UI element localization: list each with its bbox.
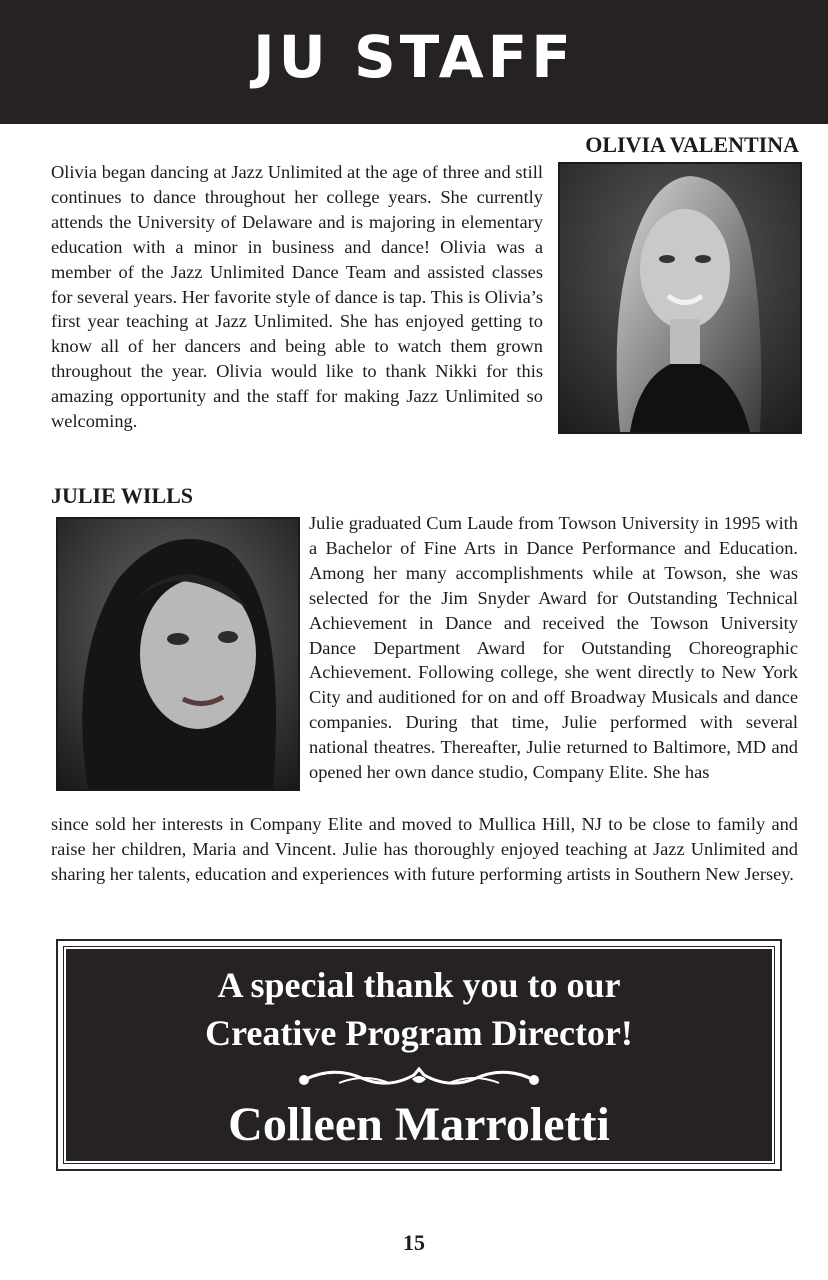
olivia-bio: Olivia began dancing at Jazz Unlimited at the age of three and still continues to dance throughout her college years. She currently attends the University of Delaware and is majoring in elementary education with a minor in business and dance! Olivia was a member of the Jazz Unlimited Dance Team and assisted classes for several years. Her favorite style of dance is tap. This is Olivia’s first year teaching at Jazz Unlimited. She has enjoyed getting to know all of her dancers and being able to watch them grown throughout the year. Olivia would like to thank Nikki for this amazing opportunity and the staff for making Jazz Unlimited so welcoming. [51,162,543,432]
olivia-photo [558,162,802,434]
page-number: 15 [403,1230,425,1255]
julie-photo [56,517,300,791]
olivia-name: OLIVIA VALENTINA [585,132,799,157]
page-title: JU STAFF [253,23,575,91]
julie-bio: Julie graduated Cum Laude from Towson University in 1995 with a Bachelor of Fine Arts in Dance Performance and Education. Among her many accomplishments while at Towson, she was selected for the Jim Snyder Award for Outstanding Technical Achievement in Dance and received the Towson University Dance Department Award for Outstanding Choreographic Achievement. Following college, she went directly to New York City and auditioned for on and off Broadway Musicals and dance companies. During that time, Julie performed with several national theatres. Thereafter, Julie returned to Baltimore, MD and opened her own dance studio, Company Elite. She has [309,513,798,783]
thank-you-panel [56,939,782,1171]
flourish-ornament-icon [66,1065,772,1091]
page-header [0,0,828,124]
thank-you-line-2: Creative Program Director! [205,1013,633,1053]
thank-you-line-1: A special thank you to our [217,965,621,1005]
director-name: Colleen Marroletti [228,1098,610,1151]
julie-name: JULIE WILLS [51,483,194,508]
thank-you-panel-inner [64,947,774,1163]
julie-bio-continued: since sold her interests in Company Elite and moved to Mullica Hill, NJ to be close to family and raise her children, Maria and Vincent. Julie has thoroughly enjoyed teaching at Jazz Unlimited and sharing her talents, education and experiences with future performing artists in Southern New Jersey. [51,814,798,884]
